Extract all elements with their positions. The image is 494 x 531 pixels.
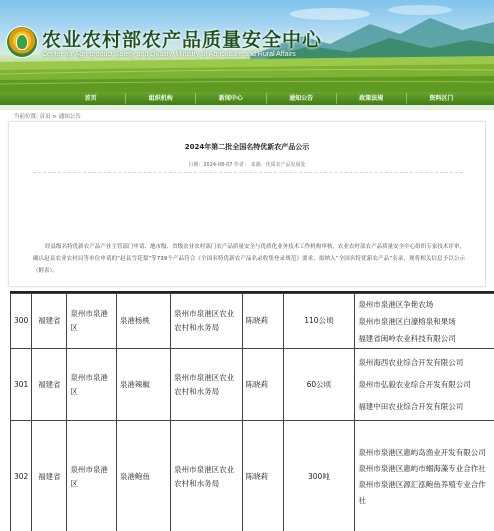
enterprise-name: 泉州市弘毅农业综合开发有限公司 (358, 379, 471, 389)
city-cell: 泉州市泉港区 (67, 294, 116, 349)
enterprise-name: 福建省闽岭农业科技有限公司 (358, 333, 456, 343)
nav-underline (0, 105, 494, 110)
product-cell: 泉港辣椒 (116, 349, 170, 421)
province-cell: 福建省 (32, 349, 67, 421)
article-body: 经县级名特优新农产品产业主管部门申请、地市级、省级农业农村部门农产品质量安全与优质化业务技术工作机构审核，农业农村部农产品质量安全中心组织专家技术评审，确认赵县农业农村局等单位申请的“赵县雪花梨”等739个产品符合《全国名特优新农产品名录收集登录规范》要求，拟纳入“全国名特优新农产品”名录，现将相关信息予以公示（附表）。 (33, 244, 465, 274)
product-table-region (0, 291, 494, 531)
site-subtitle: Center for Agri-product Safety and Quality, Ministry of Agriculture and Rural Affairs (42, 51, 296, 58)
enterprise-name: 泉州市泉港区惠屿岛渔业开发有限公司 (358, 447, 486, 457)
quantity-cell: 60公顷 (283, 349, 355, 421)
site-banner (0, 0, 494, 92)
city-cell: 泉州市泉港区 (67, 349, 116, 421)
department-cell: 泉州市泉港区农业农村和水务局 (171, 349, 243, 421)
contact-cell: 陈晓莉 (242, 421, 283, 531)
enterprise-cell (355, 349, 494, 421)
breadcrumb[interactable]: 当前位置: 首页 > 通知公告 (14, 114, 81, 120)
nav-item-policies[interactable]: 政策法规 (337, 93, 407, 104)
site-title: 农业农村部农产品质量安全中心 (42, 29, 323, 51)
enterprise-name: 泉州市泉港区白濠榕泉和果场 (358, 316, 456, 326)
product-table (10, 293, 494, 531)
nav-item-home[interactable]: 首页 (56, 93, 126, 104)
enterprise-name: 泉州海西农业综合开发有限公司 (358, 357, 464, 367)
contact-cell: 陈晓莉 (242, 294, 283, 349)
article-meta: 日期：2024-08-07 作者： 来源：优质农产品发展处 (188, 162, 306, 168)
province-cell: 福建省 (32, 421, 67, 531)
province-cell: 福建省 (32, 294, 67, 349)
article-card (8, 121, 486, 287)
nav-item-notices[interactable]: 通知公告 (267, 93, 337, 104)
enterprise-cell (355, 421, 494, 531)
department-cell: 泉州市泉港区农业农村和水务局 (171, 421, 243, 531)
main-nav (0, 92, 494, 105)
enterprise-name: 泉州市泉港区争艳农场 (358, 299, 434, 309)
enterprise-name: 泉州市泉港区惠屿市蝈海藻专业合作社 (358, 463, 486, 473)
contact-cell: 陈晓莉 (242, 349, 283, 421)
quantity-cell: 110公顷 (283, 294, 355, 349)
quantity-cell: 300吨 (283, 421, 355, 531)
enterprise-name: 福建中田农业综合开发有限公司 (358, 401, 464, 411)
enterprise-cell (355, 294, 494, 349)
table-row (11, 349, 494, 421)
row-number: 302 (11, 421, 32, 531)
product-cell: 泉港杨桃 (116, 294, 170, 349)
department-cell: 泉州市泉港区农业农村和水务局 (171, 294, 243, 349)
article-divider (33, 172, 463, 173)
table-row (11, 294, 494, 349)
row-number: 300 (11, 294, 32, 349)
center-logo-icon[interactable] (6, 26, 38, 58)
city-cell: 泉州市泉港区 (67, 421, 116, 531)
row-number: 301 (11, 349, 32, 421)
nav-item-organization[interactable]: 组织机构 (126, 93, 196, 104)
article-title: 2024年第二批全国名特优新农产品公示 (184, 143, 310, 151)
product-cell: 泉港鲍鱼 (116, 421, 170, 531)
enterprise-name: 泉州市泉港区源汇泓鲍鱼养殖专业合作社 (358, 479, 486, 505)
table-row (11, 421, 494, 531)
nav-item-news[interactable]: 新闻中心 (196, 93, 266, 104)
nav-item-resources[interactable]: 资料区门 (429, 95, 454, 102)
